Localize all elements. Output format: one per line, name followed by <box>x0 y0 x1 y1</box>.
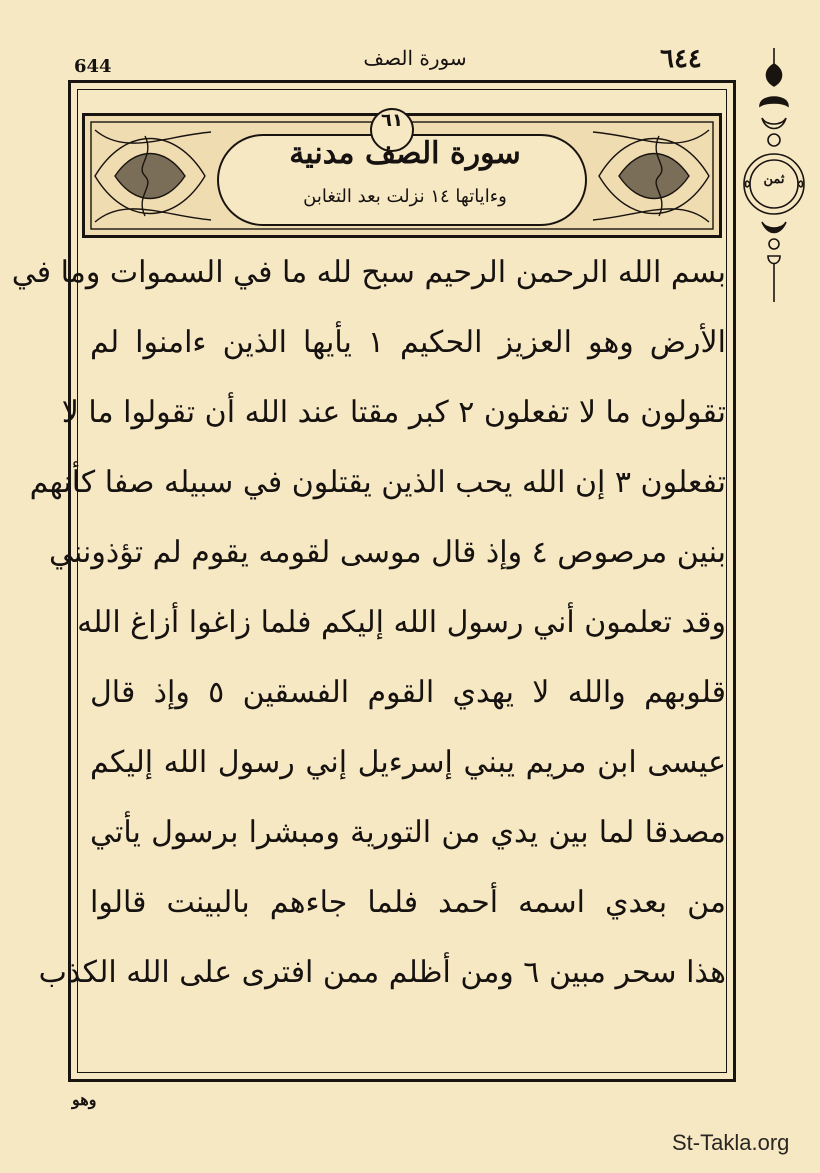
verse-line: بسم الله الرحمن الرحيم سبح لله ما في السموات وما في <box>11 255 726 290</box>
site-watermark: St-Takla.org <box>672 1130 790 1155</box>
running-title: سورة الصف <box>363 46 467 70</box>
surah-number: ٦١ <box>370 108 414 152</box>
verse-line: الأرض وهو العزيز الحكيم ١ يأيها الذين ءامنوا لم <box>90 325 726 360</box>
catchword: وهو <box>72 1090 97 1109</box>
surah-verse-count: وءاياتها ١٤ نزلت بعد التغابن <box>303 186 507 207</box>
verse-line: قلوبهم والله لا يهدي القوم الفسقين ٥ وإذ قال <box>90 675 726 710</box>
verse-line: تفعلون ٣ إن الله يحب الذين يقتلون في سبيله صفا كأنهم <box>29 465 726 500</box>
verse-line: تقولون ما لا تفعلون ٢ كبر مقتا عند الله أن تقولوا ما لا <box>61 395 726 430</box>
page-number-arabic: ٦٤٤ <box>660 44 702 74</box>
verse-line: من بعدي اسمه أحمد فلما جاءهم بالبينت قالوا <box>90 885 726 920</box>
verse-line: عيسى ابن مريم يبني إسرءيل إني رسول الله إليكم <box>90 745 726 780</box>
page-number-latin: 644 <box>74 56 112 77</box>
verse-line: مصدقا لما بين يدي من التورية ومبشرا برسول يأتي <box>90 815 726 850</box>
verse-text-block <box>11 255 728 1025</box>
verse-line: بنين مرصوص ٤ وإذ قال موسى لقومه يقوم لم تؤذونني <box>48 535 726 570</box>
surah-title: سورة الصف مدنية <box>289 136 521 171</box>
verse-line: هذا سحر مبين ٦ ومن أظلم ممن افترى على الله الكذب <box>38 955 726 990</box>
hizb-label: ثمن <box>763 172 785 187</box>
verse-line: وقد تعلمون أني رسول الله إليكم فلما زاغوا أزاغ الله <box>77 605 726 640</box>
